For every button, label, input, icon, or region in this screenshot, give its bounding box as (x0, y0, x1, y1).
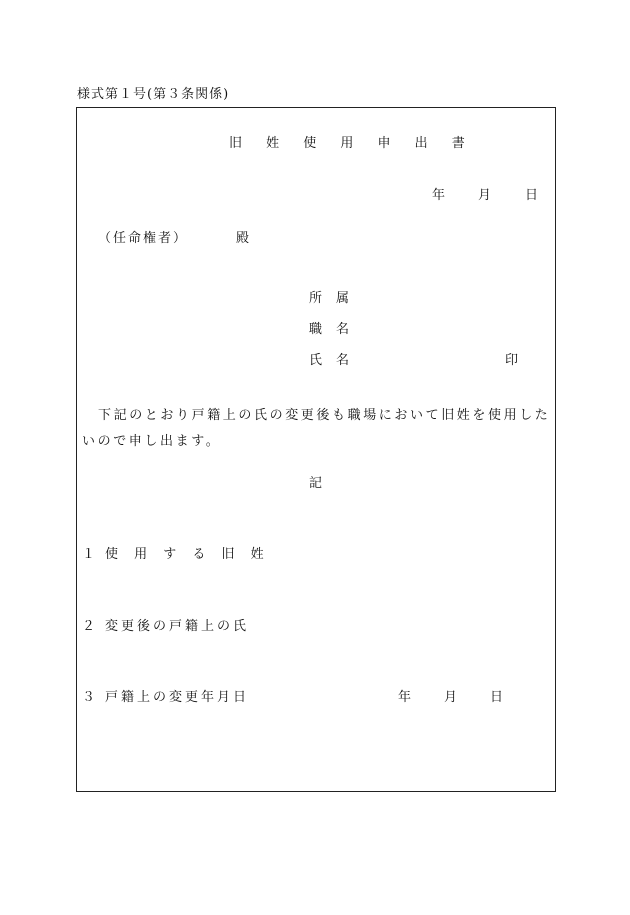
date-month-label: 月 (478, 188, 492, 203)
form-number-label: 様式第１号(第３条関係) (77, 87, 230, 102)
appointer-label: （任命権者） (98, 231, 189, 246)
item-3-year-label: 年 (398, 690, 412, 705)
date-year-label: 年 (432, 188, 446, 203)
name-label: 氏名 (309, 353, 364, 368)
item-2-number: ２ (82, 619, 96, 634)
item-1-former-surname-label: 使 用 す る 旧 姓 (105, 547, 270, 562)
seal-label: 印 (505, 353, 519, 368)
item-3-change-date-label: 戸籍上の変更年月日 (105, 690, 250, 705)
job-title-label: 職名 (309, 322, 364, 337)
item-2-new-surname-label: 変更後の戸籍上の氏 (105, 619, 250, 634)
affiliation-label: 所属 (309, 291, 364, 306)
item-3-number: ３ (82, 690, 96, 705)
item-3-month-label: 月 (444, 690, 458, 705)
date-day-label: 日 (525, 188, 539, 203)
document-title: 旧 姓 使 用 申 出 書 (229, 136, 475, 151)
item-3-day-label: 日 (490, 690, 504, 705)
item-1-number: １ (82, 547, 96, 562)
honorific-label: 殿 (236, 231, 250, 246)
ki-heading: 記 (309, 476, 323, 491)
request-statement: 下記のとおり戸籍上の氏の変更後も職場において旧姓を使用したいので申し出ます。 (82, 408, 551, 449)
